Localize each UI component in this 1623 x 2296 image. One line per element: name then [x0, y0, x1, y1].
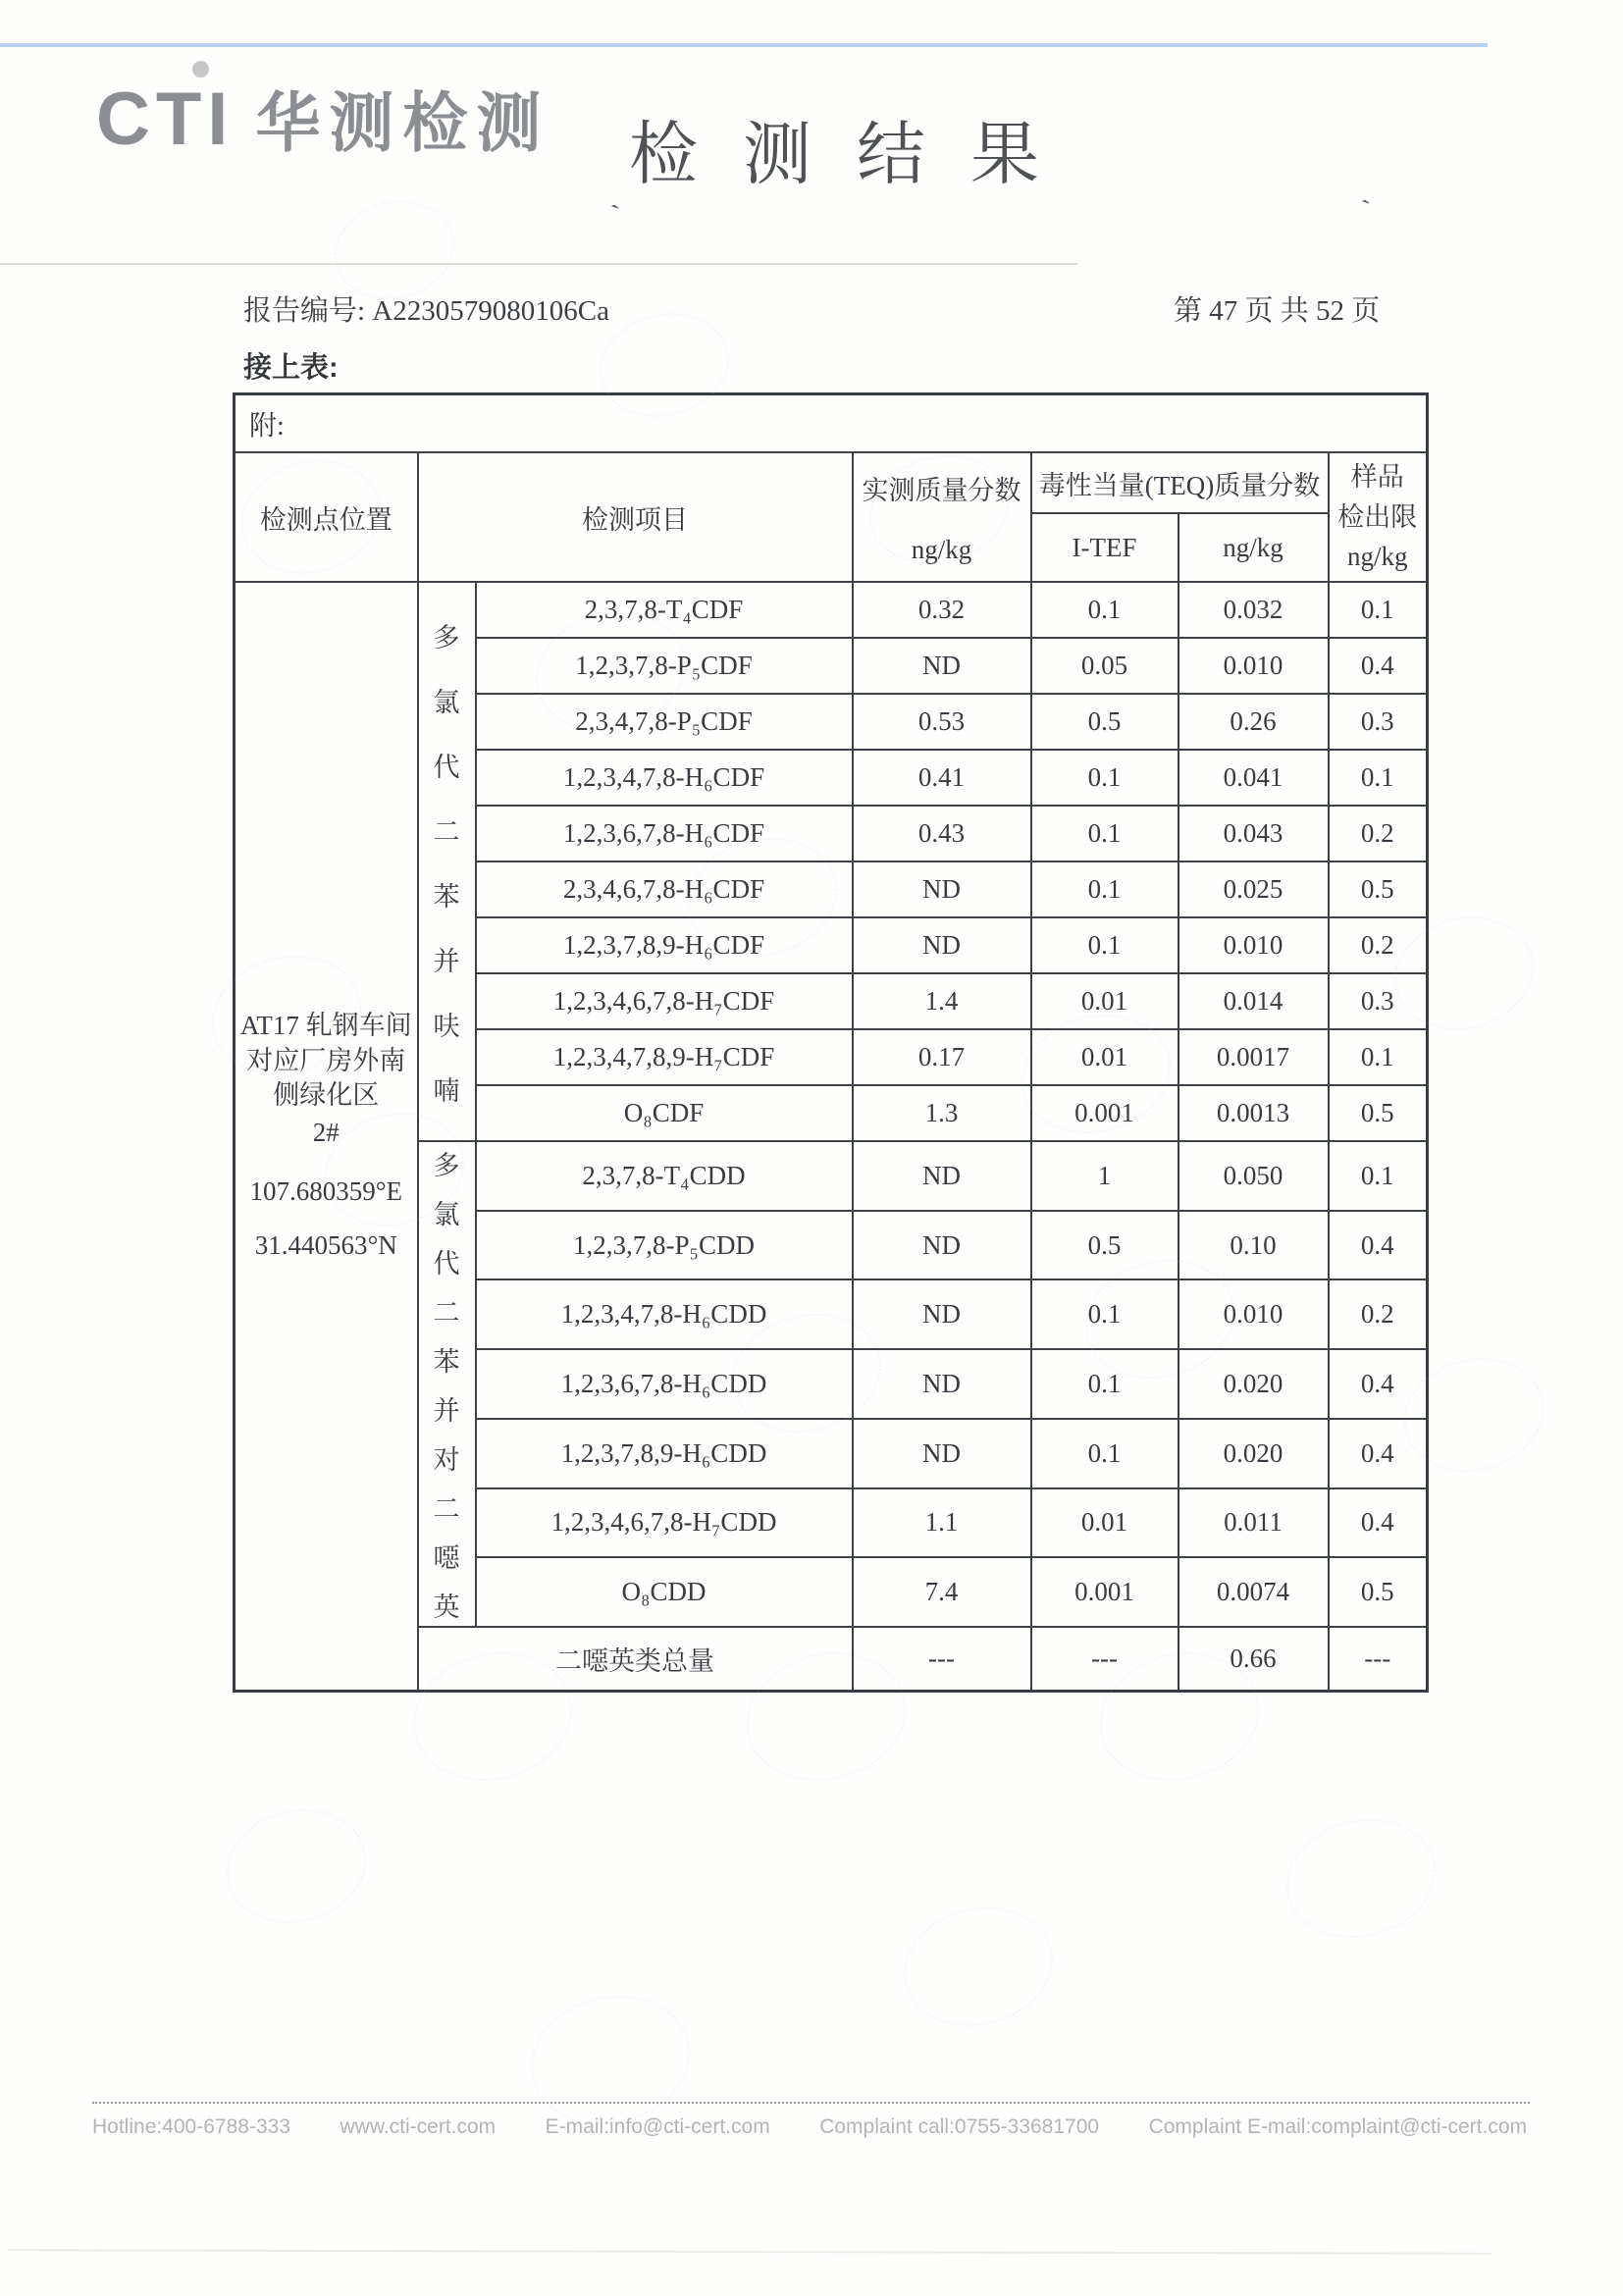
results-table: [233, 392, 1429, 1693]
limit-cell: 0.2: [1329, 917, 1428, 973]
group-label-char: 多: [433, 1151, 460, 1180]
limit-cell: 0.1: [1329, 1029, 1428, 1085]
teq-cell: 0.020: [1178, 1349, 1329, 1419]
itef-cell: 0.05: [1031, 638, 1178, 694]
col-header-limit-line1: 样品: [1350, 462, 1404, 493]
itef-cell: 0.01: [1031, 973, 1178, 1029]
teq-cell: 0.0074: [1178, 1557, 1329, 1627]
teq-cell: 0.025: [1178, 861, 1329, 917]
item-cell: 1,2,3,4,7,8-H₆CDD: [476, 1279, 853, 1349]
col-header-limit-line2: 检出限: [1337, 501, 1418, 532]
location-latitude: 31.440563°N: [254, 1230, 397, 1261]
limit-cell: 0.1: [1329, 750, 1428, 806]
group-label-char: 苯: [433, 1347, 460, 1377]
results-table-header: [235, 394, 1428, 583]
col-header-teq-unit: ng/kg: [1178, 513, 1329, 582]
measured-cell: ND: [853, 1349, 1031, 1419]
limit-cell: 0.4: [1329, 1419, 1428, 1488]
group-label: [418, 582, 476, 1141]
measured-cell: 0.17: [853, 1029, 1031, 1085]
itef-cell: 0.5: [1031, 694, 1178, 750]
col-header-limit-unit: ng/kg: [1347, 542, 1408, 572]
teq-cell: 0.10: [1178, 1211, 1329, 1280]
logo-chinese-text: 华测检测: [255, 86, 550, 159]
group-label-char: 二: [433, 816, 460, 847]
item-cell: 1,2,3,4,7,8-H₆CDF: [476, 750, 853, 806]
limit-cell: 0.1: [1329, 582, 1428, 638]
group-label-char: 二: [433, 1494, 460, 1524]
itef-cell: 0.1: [1031, 582, 1178, 638]
item-cell: 2,3,4,6,7,8-H₆CDF: [476, 861, 853, 917]
item-cell: 2,3,7,8-T₄CDD: [476, 1141, 853, 1211]
footer-email: E-mail:info@cti-cert.com: [545, 2115, 770, 2138]
group-label-char: 苯: [433, 881, 460, 912]
group-label-char: 噁: [433, 1543, 460, 1573]
limit-cell: 0.2: [1329, 806, 1428, 861]
limit-cell: 0.5: [1329, 1085, 1428, 1141]
location-longitude: 107.680359°E: [249, 1175, 403, 1206]
measured-cell: ND: [853, 1211, 1031, 1280]
itef-cell: 0.1: [1031, 1349, 1178, 1419]
item-cell: 2,3,7,8-T₄CDF: [476, 582, 853, 638]
group-label-char: 并: [433, 1396, 460, 1426]
item-cell: 1,2,3,7,8-P₅CDD: [476, 1211, 853, 1280]
col-header-teq: 毒性当量(TEQ)质量分数: [1031, 452, 1329, 513]
watermark-circle: [891, 1892, 1066, 2042]
footer-hotline: Hotline:400-6788-333: [92, 2115, 290, 2138]
itef-cell: 0.5: [1031, 1211, 1178, 1280]
limit-cell: 0.4: [1329, 1349, 1428, 1419]
total-itef-cell: ---: [1031, 1627, 1178, 1692]
table-row: [235, 582, 1428, 638]
group-label-char: 英: [433, 1592, 460, 1622]
measured-cell: 0.41: [853, 750, 1031, 806]
itef-cell: 1: [1031, 1141, 1178, 1211]
attachment-row: [235, 394, 1428, 453]
total-measured-cell: ---: [853, 1627, 1031, 1692]
measured-cell: ND: [853, 1279, 1031, 1349]
itef-cell: 0.1: [1031, 861, 1178, 917]
measured-cell: ND: [853, 861, 1031, 917]
logo-dot-icon: [192, 61, 209, 78]
itef-cell: 0.1: [1031, 1279, 1178, 1349]
limit-cell: 0.1: [1329, 1141, 1428, 1211]
watermark-circle: [1274, 1803, 1448, 1954]
teq-cell: 0.050: [1178, 1141, 1329, 1211]
footer-complaint-call: Complaint call:0755-33681700: [819, 2115, 1100, 2138]
teq-cell: 0.041: [1178, 750, 1329, 806]
limit-cell: 0.2: [1329, 1279, 1428, 1349]
itef-cell: 0.1: [1031, 917, 1178, 973]
col-header-detection-limit: [1329, 452, 1428, 582]
measured-cell: 0.43: [853, 806, 1031, 861]
measured-cell: ND: [853, 1419, 1031, 1488]
col-header-measured-unit: ng/kg: [911, 535, 972, 564]
location-name: AT17 轧钢车间对应厂房外南侧绿化区: [239, 1011, 412, 1111]
teq-cell: 0.010: [1178, 917, 1329, 973]
col-header-location: 检测点位置: [235, 452, 418, 582]
itef-cell: 0.01: [1031, 1029, 1178, 1085]
group-label-char: 呋: [433, 1011, 460, 1041]
col-header-item: 检测项目: [418, 452, 853, 582]
limit-cell: 0.3: [1329, 694, 1428, 750]
itef-cell: 0.001: [1031, 1557, 1178, 1627]
limit-cell: 0.5: [1329, 861, 1428, 917]
report-number: 报告编号: A2230579080106Ca: [243, 295, 609, 327]
teq-cell: 0.010: [1178, 1279, 1329, 1349]
header-row-1: [235, 452, 1428, 513]
itef-cell: 0.1: [1031, 1419, 1178, 1488]
footer-website: www.cti-cert.com: [340, 2115, 497, 2138]
teq-cell: 0.26: [1178, 694, 1329, 750]
item-cell: 1,2,3,4,7,8,9-H₇CDF: [476, 1029, 853, 1085]
watermark-circle: [214, 1795, 378, 1937]
item-cell: 1,2,3,4,6,7,8-H₇CDD: [476, 1488, 853, 1558]
teq-cell: 0.011: [1178, 1488, 1329, 1558]
col-header-itef: I-TEF: [1031, 513, 1178, 582]
stray-mark: `: [1358, 193, 1379, 228]
scan-edge-line: [0, 43, 1488, 47]
teq-cell: 0.0017: [1178, 1029, 1329, 1085]
page-title: 检测结果: [629, 118, 1084, 193]
item-cell: 1,2,3,4,6,7,8-H₇CDF: [476, 973, 853, 1029]
itef-cell: 0.1: [1031, 750, 1178, 806]
continued-from-previous-label: 接上表:: [243, 352, 339, 384]
page-number: 第 47 页 共 52 页: [1174, 295, 1381, 327]
group-label-char: 并: [433, 946, 460, 976]
limit-cell: 0.4: [1329, 1488, 1428, 1558]
group-label-char: 多: [433, 622, 460, 652]
results-table-container: [233, 392, 1426, 1693]
group-label-char: 氯: [433, 687, 460, 717]
limit-cell: 0.4: [1329, 638, 1428, 694]
item-cell: 1,2,3,6,7,8-H₆CDF: [476, 806, 853, 861]
teq-cell: 0.020: [1178, 1419, 1329, 1488]
item-cell: 2,3,4,7,8-P₅CDF: [476, 694, 853, 750]
teq-cell: 0.0013: [1178, 1085, 1329, 1141]
teq-cell: 0.043: [1178, 806, 1329, 861]
total-label: 二噁英类总量: [418, 1627, 853, 1692]
col-header-measured-name: 实测质量分数: [862, 476, 1021, 505]
group-label-char: 氯: [433, 1200, 460, 1229]
stray-mark: `: [607, 198, 628, 233]
teq-cell: 0.032: [1178, 582, 1329, 638]
footer-divider: [92, 2102, 1530, 2104]
measured-cell: 7.4: [853, 1557, 1031, 1627]
location-point: 2#: [312, 1118, 340, 1147]
measured-cell: 1.4: [853, 973, 1031, 1029]
title-divider: [0, 263, 1077, 265]
item-cell: 1,2,3,7,8-P₅CDF: [476, 638, 853, 694]
page-edge-line: [8, 2249, 1492, 2255]
measured-cell: 1.1: [853, 1488, 1031, 1558]
group-label-char: 二: [433, 1298, 460, 1328]
measured-cell: ND: [853, 638, 1031, 694]
total-limit-cell: ---: [1329, 1627, 1428, 1692]
itef-cell: 0.001: [1031, 1085, 1178, 1141]
measured-cell: ND: [853, 1141, 1031, 1211]
item-cell: 1,2,3,7,8,9-H₆CDF: [476, 917, 853, 973]
item-cell: O₈CDD: [476, 1557, 853, 1627]
teq-cell: 0.014: [1178, 973, 1329, 1029]
logo-latin-text: CTI: [96, 78, 235, 161]
item-cell: 1,2,3,6,7,8-H₆CDD: [476, 1349, 853, 1419]
attachment-label: 附:: [235, 394, 1428, 453]
group-label-char: 对: [433, 1445, 460, 1475]
limit-cell: 0.5: [1329, 1557, 1428, 1627]
group-label-char: 代: [433, 752, 460, 782]
teq-cell: 0.010: [1178, 638, 1329, 694]
group-label-char: 代: [433, 1249, 460, 1278]
measured-cell: 0.53: [853, 694, 1031, 750]
item-cell: O₈CDF: [476, 1085, 853, 1141]
limit-cell: 0.4: [1329, 1211, 1428, 1280]
item-cell: 1,2,3,7,8,9-H₆CDD: [476, 1419, 853, 1488]
total-teq-cell: 0.66: [1178, 1627, 1329, 1692]
measured-cell: ND: [853, 917, 1031, 973]
itef-cell: 0.1: [1031, 806, 1178, 861]
footer: [92, 2115, 1527, 2139]
measured-cell: 1.3: [853, 1085, 1031, 1141]
footer-complaint-email: Complaint E-mail:complaint@cti-cert.com: [1148, 2115, 1527, 2138]
group-label-char: 喃: [433, 1075, 460, 1106]
measured-cell: 0.32: [853, 582, 1031, 638]
limit-cell: 0.3: [1329, 973, 1428, 1029]
itef-cell: 0.01: [1031, 1488, 1178, 1558]
